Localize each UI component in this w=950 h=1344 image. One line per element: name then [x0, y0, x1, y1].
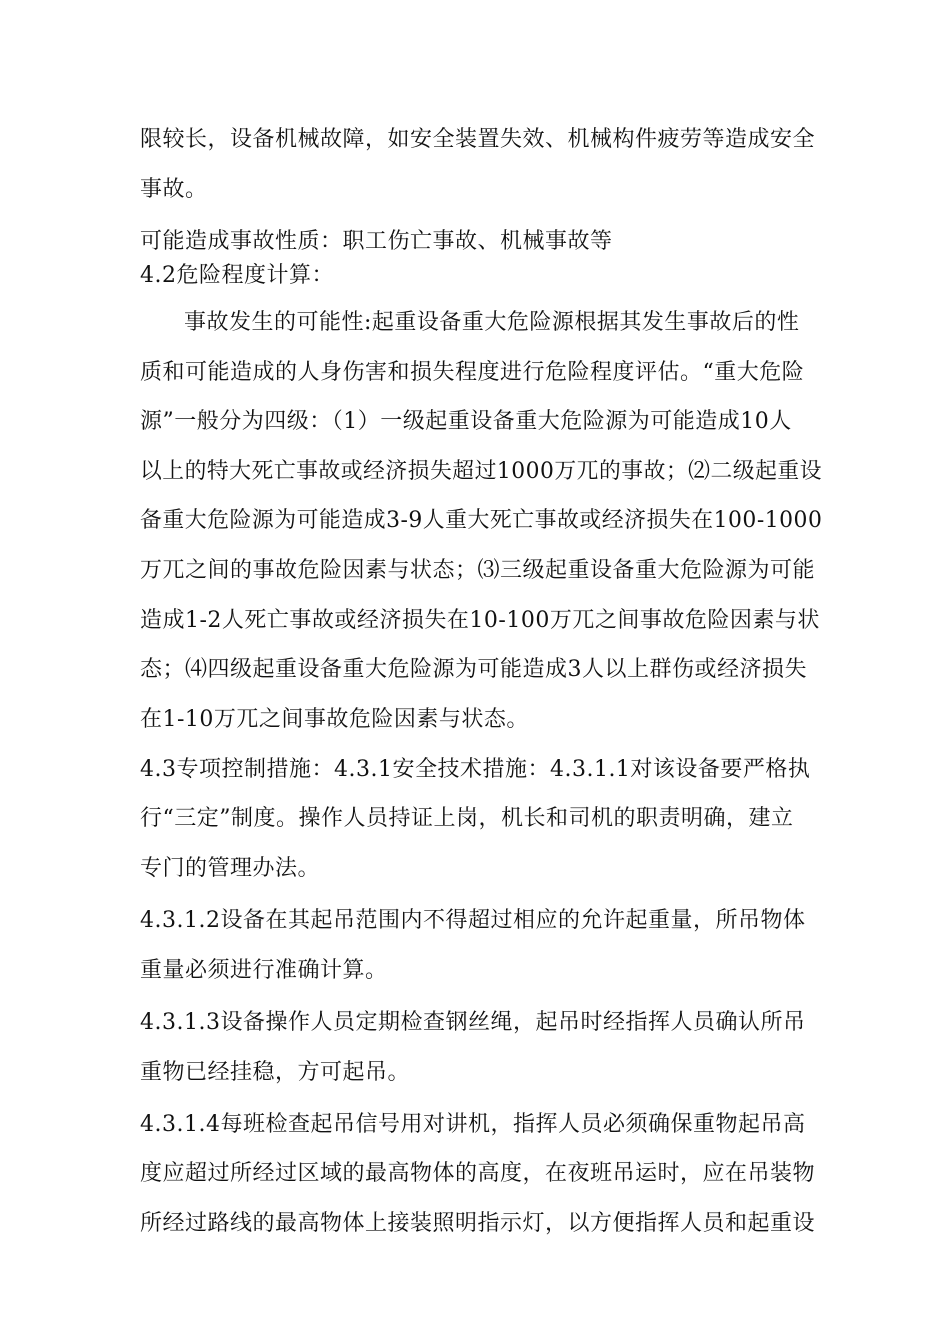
text-line: 重物已经挂稳，方可起吊。: [140, 1060, 411, 1085]
text-line: 可能造成事故性质：职工伤亡事故、机械事故等: [140, 229, 613, 254]
text-line: 态；⑷四级起重设备重大危险源为可能造成3人以上群伤或经济损失: [140, 657, 807, 682]
section-heading: 4.2危险程度计算：: [140, 263, 334, 288]
text-line: 4.3专项控制措施：4.3.1安全技术措施：4.3.1.1对该设备要严格执: [140, 757, 811, 782]
text-line: 专门的管理办法。: [140, 856, 321, 881]
text-line: 源”一般分为四级：（1）一级起重设备重大危险源为可能造成10人: [140, 409, 792, 434]
text-line: 在1-10万兀之间事故危险因素与状态。: [140, 707, 529, 732]
text-line: 行“三定”制度。操作人员持证上岗，机长和司机的职责明确，建立: [140, 806, 794, 831]
text-line: 造成1-2人死亡事故或经济损失在10-100万兀之间事故危险因素与状: [140, 608, 820, 633]
text-line: 4.3.1.4每班检查起吊信号用对讲机，指挥人员必须确保重物起吊高: [140, 1112, 806, 1137]
text-line: 备重大危险源为可能造成3-9人重大死亡事故或经济损失在100-1000: [140, 508, 823, 533]
text-line: 事故发生的可能性:起重设备重大危险源根据其发生事故后的性: [184, 310, 800, 335]
text-line: 万兀之间的事故危险因素与状态；⑶三级起重设备重大危险源为可能: [140, 558, 816, 583]
text-line: 4.3.1.2设备在其起吊范围内不得超过相应的允许起重量，所吊物体: [140, 908, 806, 933]
text-line: 4.3.1.3设备操作人员定期检查钢丝绳，起吊时经指挥人员确认所吊: [140, 1010, 806, 1035]
text-line: 质和可能造成的人身伤害和损失程度进行危险程度评估。“重大危险: [140, 360, 805, 385]
text-line: 以上的特大死亡事故或经济损失超过1000万兀的事故；⑵二级起重设: [140, 459, 823, 484]
text-line: 事故。: [140, 177, 208, 202]
text-line: 所经过路线的最高物体上接装照明指示灯，以方便指挥人员和起重设: [140, 1211, 816, 1236]
text-line: 限较长，设备机械故障，如安全装置失效、机械构件疲劳等造成安全: [140, 127, 816, 152]
text-line: 重量必须进行准确计算。: [140, 958, 388, 983]
text-line: 度应超过所经过区域的最高物体的高度，在夜班吊运时，应在吊装物: [140, 1161, 816, 1186]
